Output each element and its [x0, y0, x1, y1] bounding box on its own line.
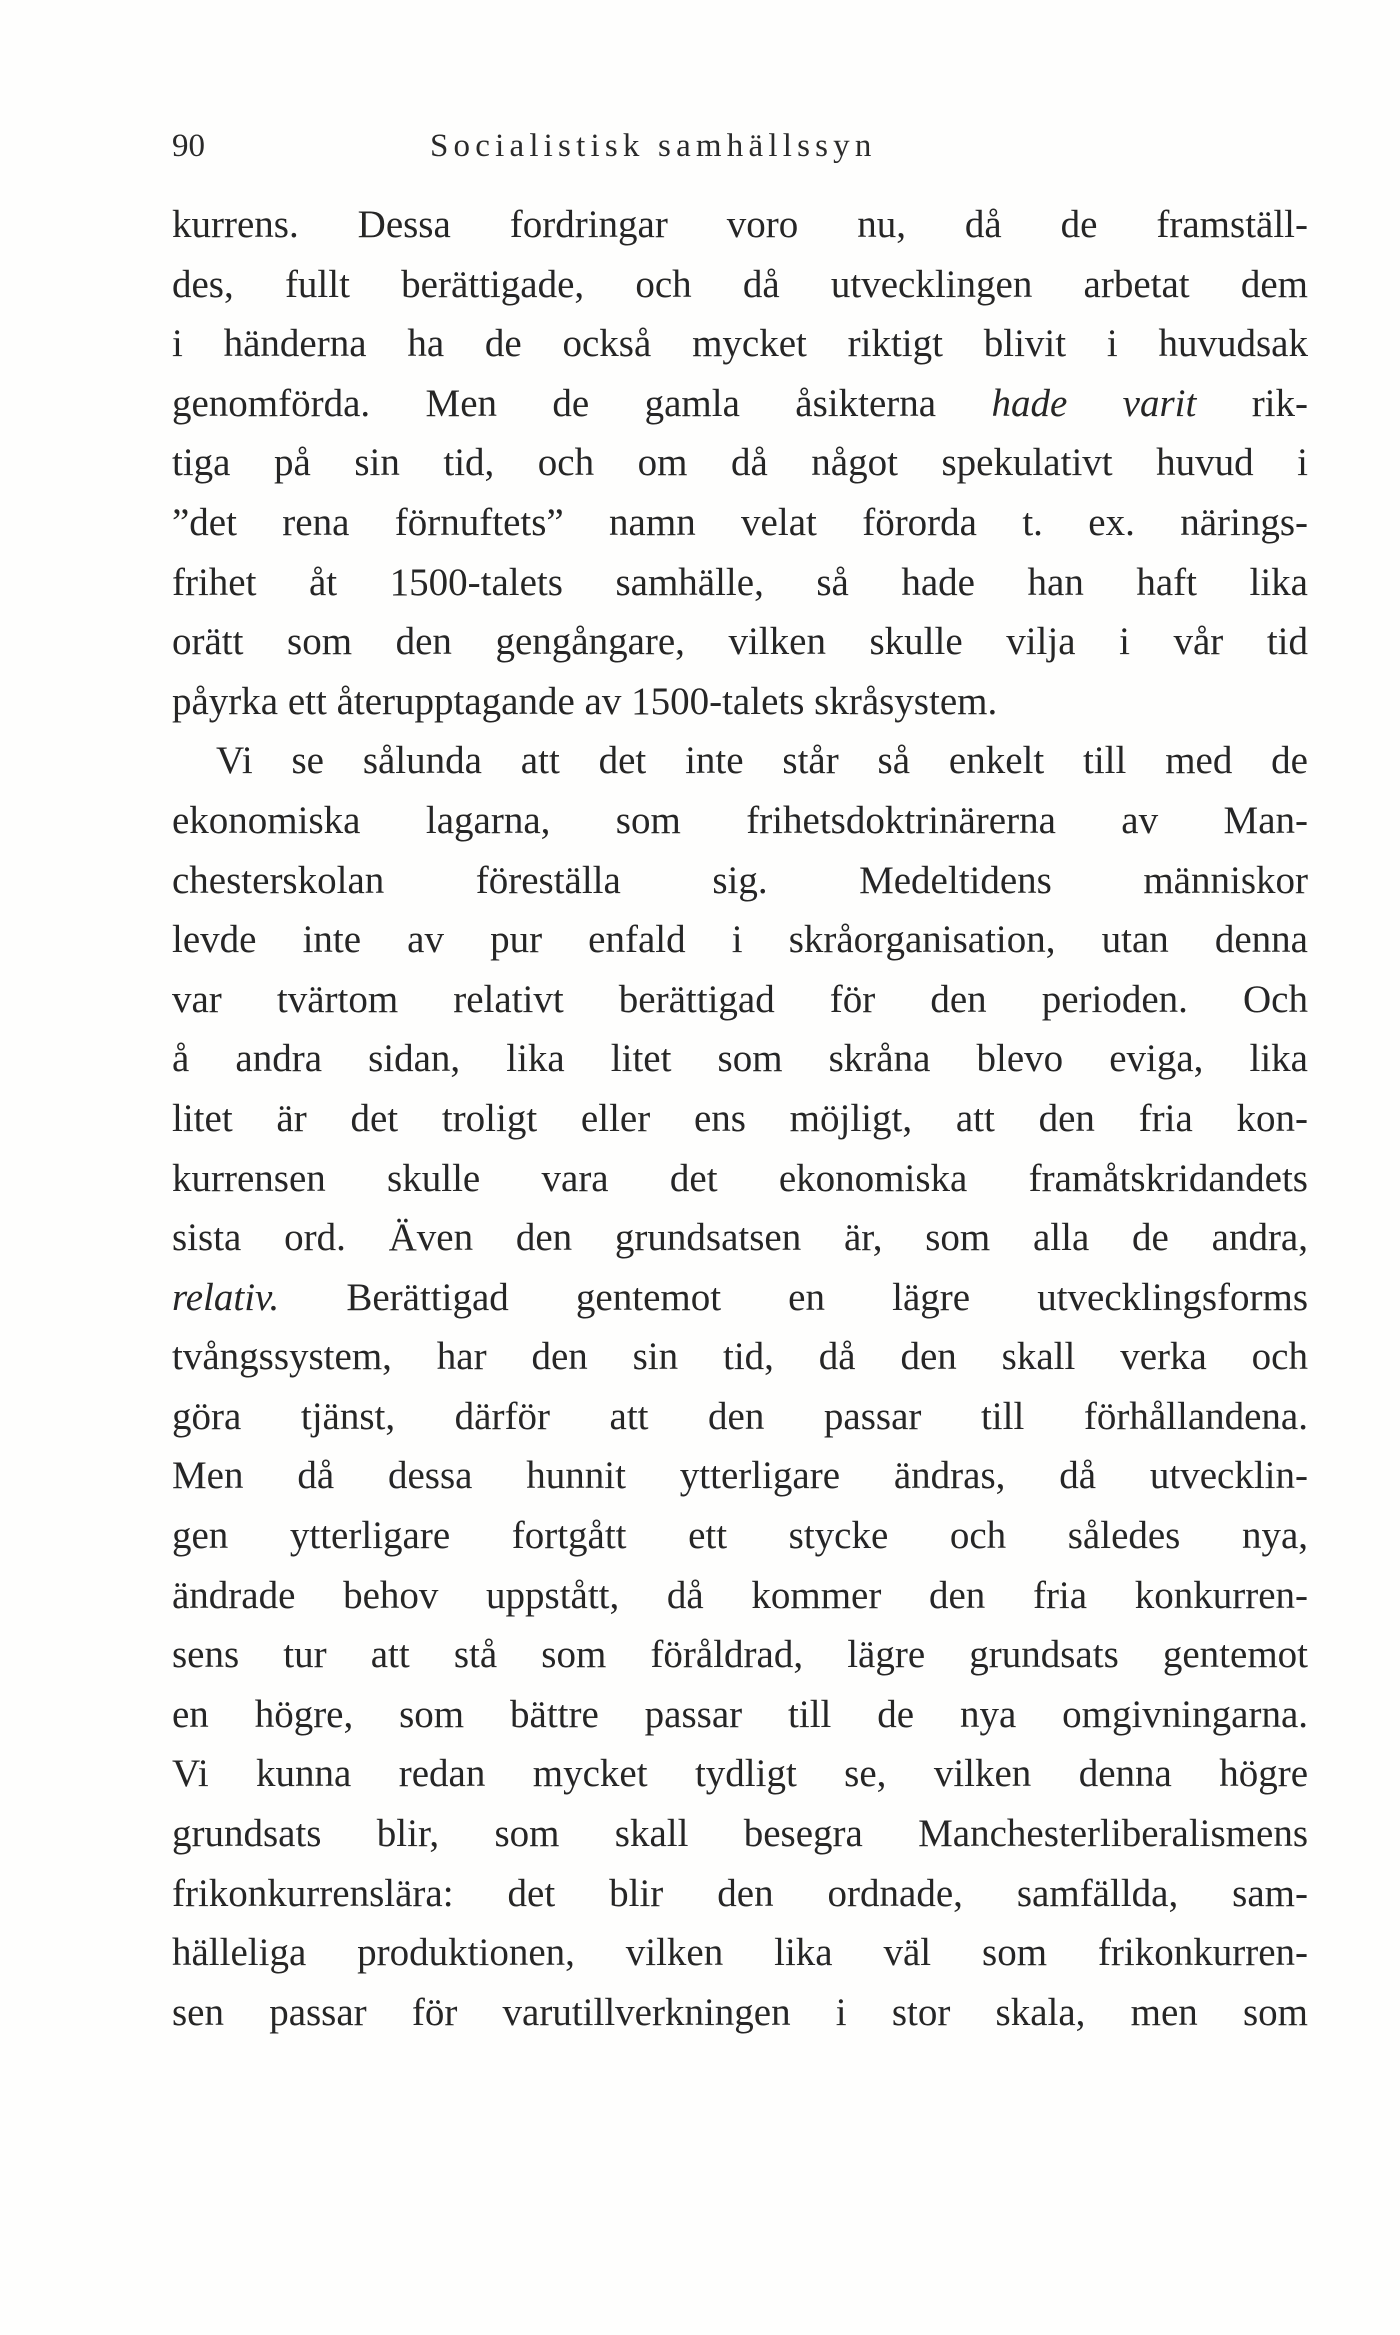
text-line: Vi se sålunda att det inte står så enkelt till med de — [216, 739, 1308, 783]
text-line: kurrens. Dessa fordringar voro nu, då de framställ- — [172, 203, 1308, 246]
text-line: genomförda. Men de gamla åsikterna hade varit rik- — [172, 381, 1309, 425]
text-line: hälleliga produktionen, vilken lika väl som frikonkurren- — [172, 1931, 1308, 1975]
text-line: frihet åt 1500-talets samhälle, så hade han haft lika — [172, 560, 1308, 604]
italic-phrase: hade varit — [991, 381, 1197, 425]
text-line: var tvärtom relativt berättigad för den perioden. Och — [172, 977, 1308, 1021]
text-line: göra tjänst, därför att den passar till förhållandena. — [172, 1394, 1308, 1438]
running-title: Socialistisk samhällssyn — [430, 128, 877, 164]
text-line: påyrka ett återupptagande av 1500-talets skråsystem. — [172, 679, 998, 723]
text-line: å andra sidan, lika litet som skråna blevo eviga, lika — [172, 1037, 1308, 1081]
text-line: ”det rena förnuftets” namn velat förorda t. ex. närings- — [172, 500, 1308, 544]
italic-phrase: relativ. — [172, 1275, 280, 1319]
text-line: sen passar för varutillverkningen i stor skala, men som — [172, 1990, 1308, 2034]
text-line: ändrade behov uppstått, då kommer den fria konkurren- — [172, 1573, 1308, 1617]
text-line: tiga på sin tid, och om då något spekulativt huvud i — [172, 441, 1308, 485]
body-text — [172, 195, 1308, 2042]
text-line: orätt som den gengångare, vilken skulle vilja i vår tid — [172, 620, 1308, 664]
text-line: relativ. Berättigad gentemot en lägre utvecklingsforms — [172, 1275, 1308, 1319]
text-line: sista ord. Även den grundsatsen är, som alla de andra, — [172, 1216, 1308, 1260]
text-line: des, fullt berättigade, och då utvecklingen arbetat dem — [172, 262, 1308, 306]
text-line: levde inte av pur enfald i skråorganisation, utan denna — [172, 918, 1308, 962]
text-line: grundsats blir, som skall besegra Manchesterliberalismens — [172, 1812, 1308, 1856]
text-line: ekonomiska lagarna, som frihetsdoktrinärerna av Man- — [172, 798, 1308, 842]
text-line: frikonkurrenslära: det blir den ordnade, samfällda, sam- — [172, 1871, 1308, 1915]
text-line: en högre, som bättre passar till de nya omgivningarna. — [172, 1692, 1308, 1736]
text-line: litet är det troligt eller ens möjligt, att den fria kon- — [172, 1096, 1308, 1140]
text-line: tvångssystem, har den sin tid, då den skall verka och — [172, 1335, 1308, 1379]
text-line: Vi kunna redan mycket tydligt se, vilken denna högre — [172, 1752, 1308, 1796]
text-line: Men då dessa hunnit ytterligare ändras, då utvecklin- — [172, 1454, 1308, 1498]
text-line: gen ytterligare fortgått ett stycke och således nya, — [172, 1514, 1308, 1558]
text-line: kurrensen skulle vara det ekonomiska framåtskridandets — [172, 1156, 1308, 1200]
page-header — [172, 128, 1308, 178]
text-line: sens tur att stå som föråldrad, lägre grundsats gentemot — [172, 1633, 1308, 1677]
text-line: i händerna ha de också mycket riktigt blivit i huvudsak — [172, 322, 1308, 366]
text-line: chesterskolan föreställa sig. Medeltidens människor — [172, 858, 1308, 902]
page-number: 90 — [172, 128, 205, 164]
